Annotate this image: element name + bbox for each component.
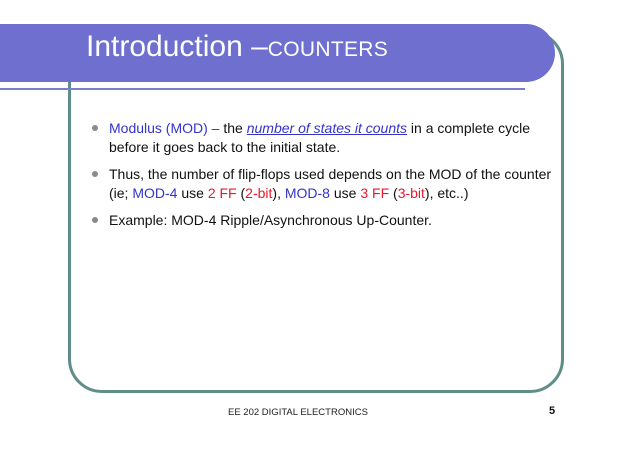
title-subject: COUNTERS xyxy=(267,38,389,61)
bullet-text: the xyxy=(219,120,247,136)
ff-count-2: 2 FF xyxy=(207,184,237,201)
page-number: 5 xyxy=(549,405,556,417)
bullet-item-flipflops xyxy=(92,165,562,202)
bullet-text: Example: MOD-4 Ripple/Asynchronous Up-Counter. xyxy=(109,212,432,228)
bit-count-2: 2-bit xyxy=(245,184,273,201)
bullet-text: ), etc..) xyxy=(424,184,469,201)
bullet-item-example xyxy=(92,211,562,230)
mod8-term: MOD-8 xyxy=(284,184,330,201)
footer-course: EE 202 DIGITAL ELECTRONICS xyxy=(228,407,368,418)
bullet-text: ), xyxy=(272,184,285,201)
bullet-text: use xyxy=(329,184,361,201)
definition-link[interactable]: number of states it counts xyxy=(246,120,408,136)
bullet-item-modulus xyxy=(92,119,562,156)
bullet-dot-icon xyxy=(92,125,98,131)
bullet-dot-icon xyxy=(92,217,98,223)
mod4-term: MOD-4 xyxy=(132,184,178,201)
bullet-text: ( xyxy=(236,184,246,201)
slide-title xyxy=(86,29,388,68)
bullet-text: use xyxy=(177,184,208,201)
bullet-dot-icon xyxy=(92,171,98,177)
bullet-text: in a complete cycle before it goes back to the initial state. xyxy=(109,120,530,155)
bit-count-3: 3-bit xyxy=(397,184,425,201)
title-underline xyxy=(0,88,525,90)
bullet-text: ( xyxy=(389,184,398,201)
bullet-text: Thus, the number of flip-flops used depends on the MOD of the counter (ie; xyxy=(109,166,552,201)
bullet-list xyxy=(92,119,562,239)
term-modulus: Modulus (MOD) – xyxy=(109,120,220,136)
ff-count-3: 3 FF xyxy=(360,184,390,201)
title-main: Introduction – xyxy=(86,30,268,63)
